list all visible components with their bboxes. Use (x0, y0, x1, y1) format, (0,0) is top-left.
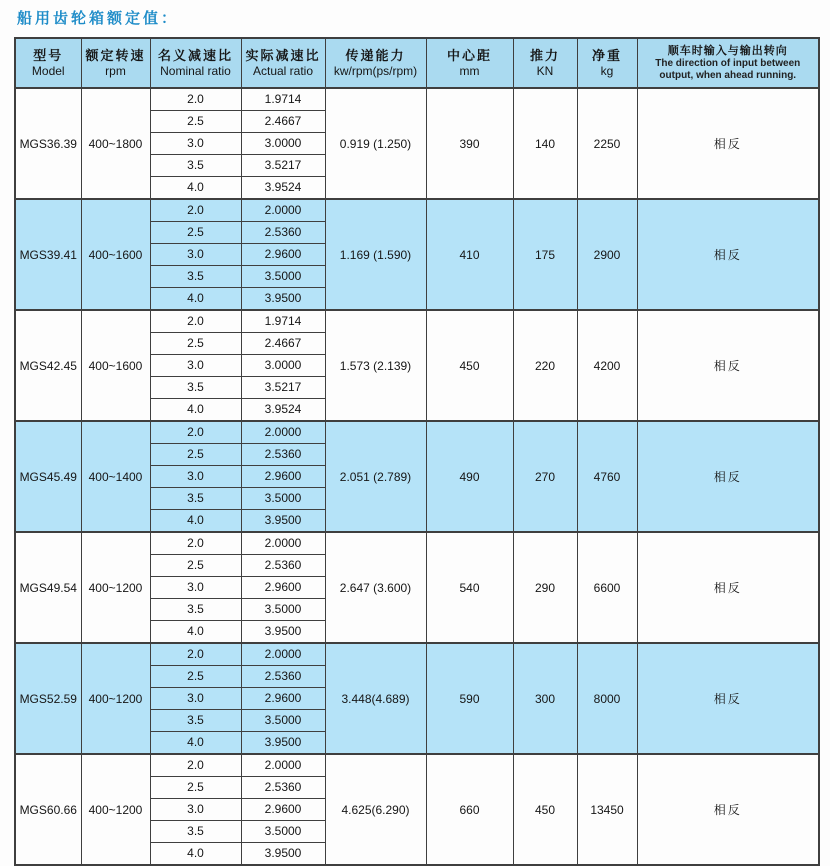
actual-ratio-cell: 3.5000 (241, 266, 325, 288)
nominal-ratio-cell: 3.0 (150, 466, 241, 488)
nominal-ratio-cell: 2.5 (150, 555, 241, 577)
nominal-ratio-cell: 2.5 (150, 666, 241, 688)
header-thrust (513, 38, 577, 88)
nominal-ratio-cell: 4.0 (150, 399, 241, 422)
nominal-ratio-cell: 2.0 (150, 532, 241, 555)
thrust-cell: 175 (513, 199, 577, 310)
rated-speed-cell: 400~1200 (81, 532, 150, 643)
actual-ratio-cell: 3.5000 (241, 599, 325, 621)
net-weight-cell: 6600 (577, 532, 637, 643)
nominal-ratio-cell: 3.0 (150, 688, 241, 710)
model-cell: MGS49.54 (15, 532, 81, 643)
actual-ratio-cell: 2.5360 (241, 444, 325, 466)
nominal-ratio-cell: 2.0 (150, 199, 241, 222)
rated-speed-cell: 400~1400 (81, 421, 150, 532)
actual-ratio-cell: 3.9500 (241, 732, 325, 755)
header-net-weight-en: kg (600, 63, 614, 78)
nominal-ratio-cell: 2.5 (150, 333, 241, 355)
actual-ratio-cell: 3.9500 (241, 621, 325, 644)
direction-cell: 相反 (637, 754, 819, 865)
header-actual-ratio (241, 38, 325, 88)
header-center-distance-en: mm (459, 63, 480, 78)
model-cell: MGS39.41 (15, 199, 81, 310)
net-weight-cell: 4200 (577, 310, 637, 421)
nominal-ratio-cell: 2.0 (150, 421, 241, 444)
nominal-ratio-cell: 3.0 (150, 244, 241, 266)
actual-ratio-cell: 1.9714 (241, 310, 325, 333)
thrust-cell: 300 (513, 643, 577, 754)
actual-ratio-cell: 2.5360 (241, 666, 325, 688)
actual-ratio-cell: 3.9500 (241, 510, 325, 533)
header-direction-en-line1: The direction of input between (655, 57, 801, 69)
page-title: 船用齿轮箱额定值： (17, 11, 180, 27)
center-distance-cell: 590 (426, 643, 513, 754)
nominal-ratio-cell: 3.5 (150, 821, 241, 843)
direction-cell: 相反 (637, 88, 819, 199)
model-cell: MGS36.39 (15, 88, 81, 199)
table-header (15, 38, 819, 88)
header-net-weight (577, 38, 637, 88)
actual-ratio-cell: 2.4667 (241, 333, 325, 355)
net-weight-cell: 2250 (577, 88, 637, 199)
thrust-cell: 290 (513, 532, 577, 643)
nominal-ratio-cell: 3.5 (150, 266, 241, 288)
table-row (15, 310, 819, 333)
rated-speed-cell: 400~1600 (81, 310, 150, 421)
header-nominal-ratio-zh: 名义减速比 (157, 47, 233, 63)
actual-ratio-cell: 2.5360 (241, 777, 325, 799)
header-center-distance-zh: 中心距 (446, 47, 492, 63)
actual-ratio-cell: 1.9714 (241, 88, 325, 111)
nominal-ratio-cell: 2.5 (150, 444, 241, 466)
header-center-distance (426, 38, 513, 88)
header-nominal-ratio (150, 38, 241, 88)
table-row (15, 532, 819, 555)
header-model-en: Model (31, 63, 65, 78)
actual-ratio-cell: 2.0000 (241, 199, 325, 222)
actual-ratio-cell: 3.5000 (241, 488, 325, 510)
net-weight-cell: 2900 (577, 199, 637, 310)
nominal-ratio-cell: 4.0 (150, 732, 241, 755)
gearbox-rating-table (14, 37, 820, 866)
center-distance-cell: 410 (426, 199, 513, 310)
header-rated-speed-en: rpm (105, 63, 126, 78)
header-direction (637, 38, 819, 88)
net-weight-cell: 13450 (577, 754, 637, 865)
model-cell: MGS60.66 (15, 754, 81, 865)
table-row (15, 643, 819, 666)
capacity-cell: 2.051 (2.789) (325, 421, 426, 532)
header-rated-speed-zh: 额定转速 (85, 47, 146, 63)
actual-ratio-cell: 3.9524 (241, 177, 325, 200)
actual-ratio-cell: 3.0000 (241, 133, 325, 155)
actual-ratio-cell: 3.9500 (241, 288, 325, 311)
header-direction-en-line2: output, when ahead running. (659, 69, 797, 81)
direction-cell: 相反 (637, 421, 819, 532)
table-body (15, 88, 819, 865)
nominal-ratio-cell: 4.0 (150, 621, 241, 644)
nominal-ratio-cell: 3.5 (150, 155, 241, 177)
nominal-ratio-cell: 3.5 (150, 599, 241, 621)
model-cell: MGS42.45 (15, 310, 81, 421)
actual-ratio-cell: 3.9524 (241, 399, 325, 422)
nominal-ratio-cell: 2.0 (150, 88, 241, 111)
actual-ratio-cell: 2.9600 (241, 577, 325, 599)
nominal-ratio-cell: 4.0 (150, 843, 241, 866)
actual-ratio-cell: 2.9600 (241, 799, 325, 821)
thrust-cell: 450 (513, 754, 577, 865)
thrust-cell: 220 (513, 310, 577, 421)
thrust-cell: 140 (513, 88, 577, 199)
direction-cell: 相反 (637, 310, 819, 421)
header-thrust-en: KN (536, 63, 554, 78)
model-cell: MGS45.49 (15, 421, 81, 532)
thrust-cell: 270 (513, 421, 577, 532)
table-row (15, 199, 819, 222)
actual-ratio-cell: 3.9500 (241, 843, 325, 866)
nominal-ratio-cell: 2.0 (150, 643, 241, 666)
nominal-ratio-cell: 3.5 (150, 710, 241, 732)
nominal-ratio-cell: 3.5 (150, 488, 241, 510)
header-capacity (325, 38, 426, 88)
center-distance-cell: 660 (426, 754, 513, 865)
rated-speed-cell: 400~1800 (81, 88, 150, 199)
actual-ratio-cell: 2.4667 (241, 111, 325, 133)
nominal-ratio-cell: 2.5 (150, 111, 241, 133)
nominal-ratio-cell: 3.0 (150, 577, 241, 599)
rated-speed-cell: 400~1200 (81, 754, 150, 865)
actual-ratio-cell: 3.5217 (241, 155, 325, 177)
header-model-zh: 型号 (33, 47, 64, 63)
table-row (15, 88, 819, 111)
nominal-ratio-cell: 2.0 (150, 754, 241, 777)
center-distance-cell: 450 (426, 310, 513, 421)
nominal-ratio-cell: 4.0 (150, 510, 241, 533)
table-row (15, 421, 819, 444)
center-distance-cell: 540 (426, 532, 513, 643)
rated-speed-cell: 400~1600 (81, 199, 150, 310)
center-distance-cell: 390 (426, 88, 513, 199)
capacity-cell: 4.625(6.290) (325, 754, 426, 865)
actual-ratio-cell: 2.0000 (241, 532, 325, 555)
header-capacity-zh: 传递能力 (345, 47, 406, 63)
actual-ratio-cell: 2.0000 (241, 421, 325, 444)
actual-ratio-cell: 2.0000 (241, 643, 325, 666)
nominal-ratio-cell: 2.0 (150, 310, 241, 333)
header-actual-ratio-en: Actual ratio (252, 63, 314, 78)
net-weight-cell: 8000 (577, 643, 637, 754)
nominal-ratio-cell: 3.0 (150, 133, 241, 155)
header-capacity-en: kw/rpm(ps/rpm) (333, 63, 418, 78)
nominal-ratio-cell: 2.5 (150, 222, 241, 244)
direction-cell: 相反 (637, 199, 819, 310)
direction-cell: 相反 (637, 643, 819, 754)
capacity-cell: 1.573 (2.139) (325, 310, 426, 421)
actual-ratio-cell: 3.5000 (241, 710, 325, 732)
header-thrust-zh: 推力 (529, 47, 560, 63)
actual-ratio-cell: 3.5000 (241, 821, 325, 843)
nominal-ratio-cell: 2.5 (150, 777, 241, 799)
nominal-ratio-cell: 4.0 (150, 177, 241, 200)
capacity-cell: 2.647 (3.600) (325, 532, 426, 643)
model-cell: MGS52.59 (15, 643, 81, 754)
center-distance-cell: 490 (426, 421, 513, 532)
actual-ratio-cell: 3.0000 (241, 355, 325, 377)
header-nominal-ratio-en: Nominal ratio (160, 63, 231, 78)
capacity-cell: 1.169 (1.590) (325, 199, 426, 310)
actual-ratio-cell: 3.5217 (241, 377, 325, 399)
actual-ratio-cell: 2.9600 (241, 244, 325, 266)
actual-ratio-cell: 2.9600 (241, 466, 325, 488)
actual-ratio-cell: 2.5360 (241, 555, 325, 577)
table-row (15, 754, 819, 777)
header-model (15, 38, 81, 88)
header-net-weight-zh: 净重 (591, 47, 622, 63)
actual-ratio-cell: 2.5360 (241, 222, 325, 244)
nominal-ratio-cell: 3.5 (150, 377, 241, 399)
capacity-cell: 0.919 (1.250) (325, 88, 426, 199)
actual-ratio-cell: 2.9600 (241, 688, 325, 710)
rated-speed-cell: 400~1200 (81, 643, 150, 754)
header-direction-zh: 顺车时输入与输出转向 (667, 44, 788, 57)
nominal-ratio-cell: 3.0 (150, 355, 241, 377)
header-rated-speed (81, 38, 150, 88)
nominal-ratio-cell: 4.0 (150, 288, 241, 311)
header-actual-ratio-zh: 实际减速比 (245, 47, 321, 63)
capacity-cell: 3.448(4.689) (325, 643, 426, 754)
nominal-ratio-cell: 3.0 (150, 799, 241, 821)
net-weight-cell: 4760 (577, 421, 637, 532)
actual-ratio-cell: 2.0000 (241, 754, 325, 777)
direction-cell: 相反 (637, 532, 819, 643)
